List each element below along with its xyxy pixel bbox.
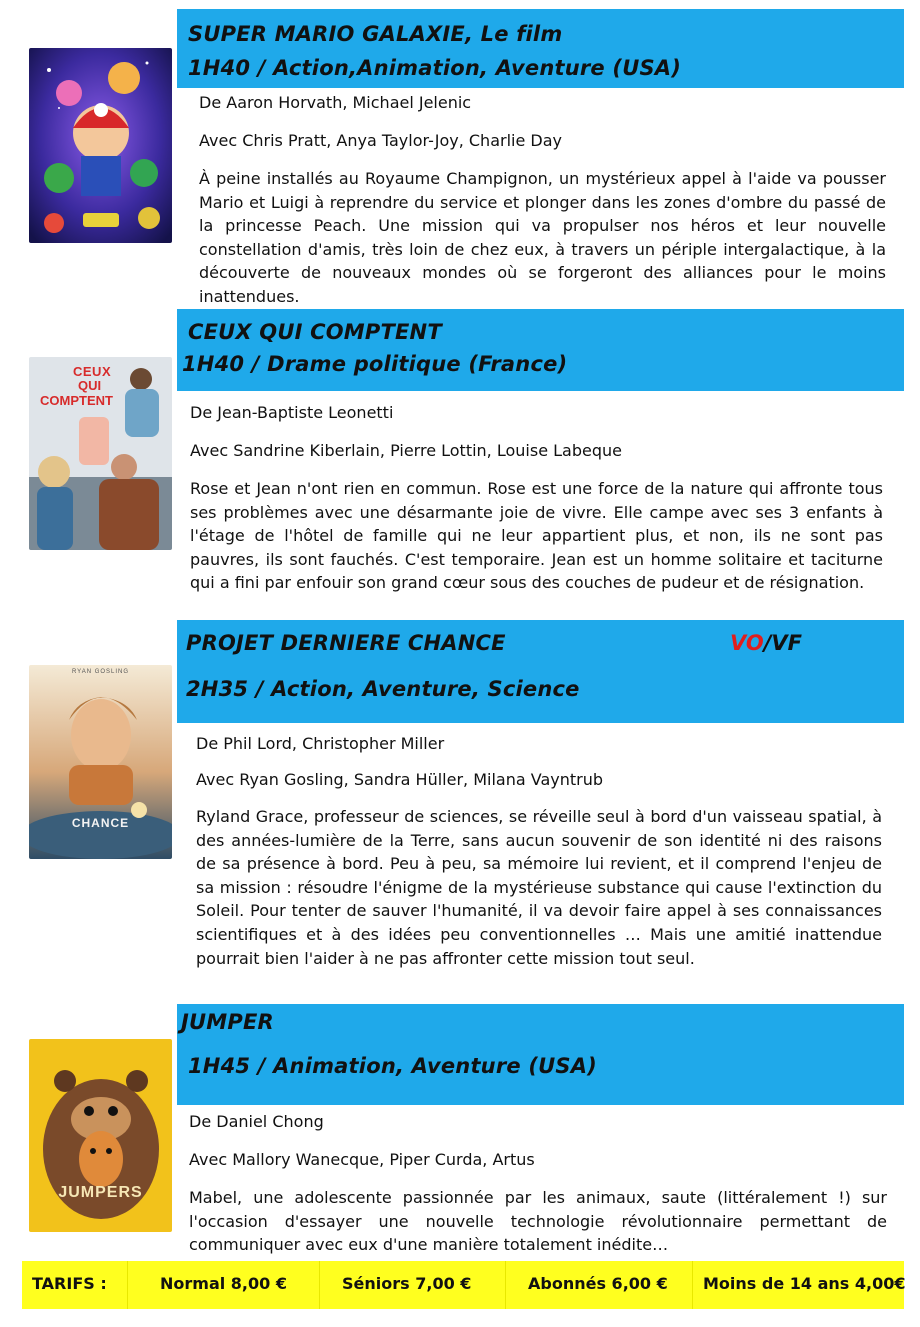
divider (319, 1261, 320, 1309)
film-synopsis: Mabel, une adolescente passionnée par les animaux, saute (littéralement !) sur l'occasion d'essayer une nouvelle technologie révolutionnaire permettant de communiquer avec eux d'une manière totalement inédite… (189, 1188, 887, 1255)
version-vf: /VF (763, 631, 803, 655)
film-info: 1H40 / Action,Animation, Aventure (USA) (188, 56, 682, 80)
tarif-abonnes: Abonnés 6,00 € (528, 1274, 668, 1293)
tarifs-label: TARIFS : (32, 1274, 107, 1293)
divider (505, 1261, 506, 1309)
tarif-moins-14: Moins de 14 ans 4,00€ (703, 1274, 906, 1293)
divider (127, 1261, 128, 1309)
film-header-band (177, 9, 904, 88)
film-info: 2H35 / Action, Aventure, Science (186, 677, 580, 701)
version-label (730, 631, 802, 655)
film-director: De Phil Lord, Christopher Miller (196, 734, 445, 753)
poster-title: CHANCE (71, 816, 130, 830)
poster-actor-name: RYAN GOSLING (71, 669, 130, 675)
film-director: De Aaron Horvath, Michael Jelenic (199, 93, 472, 112)
poster-super-mario (29, 48, 172, 243)
poster-projet-derniere-chance (29, 665, 172, 859)
film-info: 1H45 / Animation, Aventure (USA) (188, 1054, 597, 1078)
film-header-band (177, 309, 904, 391)
film-title: CEUX QUI COMPTENT (188, 320, 442, 344)
film-header-band (177, 620, 904, 723)
film-title: JUMPER (181, 1010, 274, 1034)
jumper-poster-image (29, 1039, 172, 1232)
poster-jumper (29, 1039, 172, 1232)
poster-title-line-3: COMPTENT (40, 393, 113, 408)
divider (692, 1261, 693, 1309)
film-cast: Avec Mallory Wanecque, Piper Curda, Artus (189, 1150, 535, 1169)
poster-title-line-1: CEUX (73, 364, 112, 379)
poster-title-line-2: QUI (78, 378, 102, 393)
film-title: PROJET DERNIERE CHANCE (186, 631, 506, 655)
film-cast: Avec Ryan Gosling, Sandra Hüller, Milana Vayntrub (196, 770, 604, 789)
film-synopsis: Ryland Grace, professeur de sciences, se réveille seul à bord d'un vaisseau spatial, à des années-lumière de la Terre, sans aucun souvenir de son identité ni des raisons de sa présence à bord. Peu à peu, sa mémoire lui revient, et il comprend l'enjeu de sa mission : résoudre l'énigme de la mystérieuse substance qui cause l'extinction du Soleil. Pour tenter de sauver l'humanité, il va devoir faire appel à ses connaissances scientifiques et à des idées peu conventionnelles … Mais une amitié inattendue pourrait bien l'aider à ne pas affronter cette mission tout seul. (196, 807, 882, 968)
film-synopsis: À peine installés au Royaume Champignon, un mystérieux appel à l'aide va pousser Mario et Luigi à reprendre du service et plonger dans les zones d'ombre du passé de la princesse Peach. Une mission qui va propulser nos héros et leur nouvelle constellation d'amis, très loin de chez eux, à travers un périple intergalactique, à la découverte de nouveaux mondes où se forgeront des alliances pour le moins inattendues. (199, 169, 886, 306)
film-director: De Daniel Chong (189, 1112, 324, 1131)
tarif-seniors: Séniors 7,00 € (342, 1274, 472, 1293)
version-vo: VO (730, 631, 764, 655)
poster-ceux-qui-comptent (29, 357, 172, 550)
tarif-normal: Normal 8,00 € (160, 1274, 287, 1293)
film-info: 1H40 / Drame politique (France) (182, 352, 568, 376)
film-title: SUPER MARIO GALAXIE, Le film (188, 22, 563, 46)
film-cast: Avec Sandrine Kiberlain, Pierre Lottin, Louise Labeque (190, 441, 622, 460)
tarifs-bar (22, 1261, 904, 1309)
film-header-band (177, 1004, 904, 1105)
film-synopsis: Rose et Jean n'ont rien en commun. Rose est une force de la nature qui affronte tous ses problèmes avec une désarmante joie de vivre. Elle campe avec ses 3 enfants à l'étage de l'hôtel de famille qui ne leur appartient plus, et non, ils ne sont pas pauvres, ils sont fauchés. C'est temporaire. Jean est un homme solitaire et taciturne qui a fini par enfouir son grand cœur sous des couches de pudeur et de résignation. (190, 479, 883, 593)
film-director: De Jean-Baptiste Leonetti (190, 403, 394, 422)
poster-title: JUMPERS (58, 1184, 143, 1201)
film-cast: Avec Chris Pratt, Anya Taylor-Joy, Charlie Day (199, 131, 562, 150)
mario-poster-image (29, 48, 172, 243)
